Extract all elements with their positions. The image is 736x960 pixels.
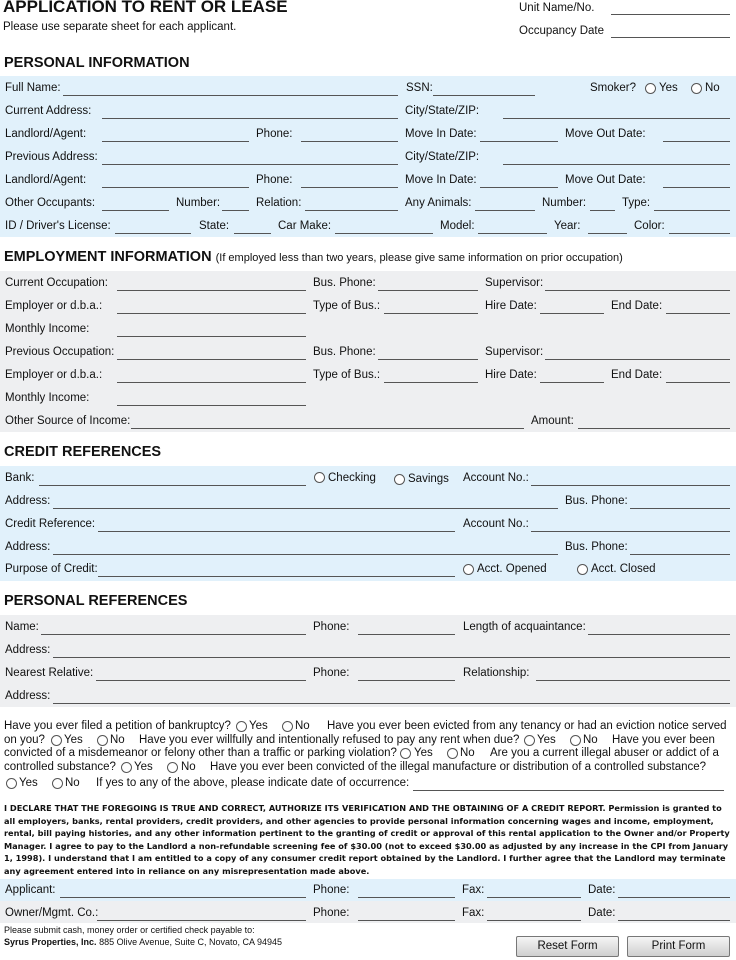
prev-landlord-field[interactable]	[102, 187, 249, 188]
current-occupation-label: Current Occupation:	[5, 277, 108, 289]
savings-label: Savings	[408, 473, 449, 485]
relation-field[interactable]	[305, 210, 398, 211]
bank-field[interactable]	[39, 485, 306, 486]
other-source-label: Other Source of Income:	[5, 415, 131, 427]
abuser-no-radio[interactable]	[167, 762, 178, 773]
bankruptcy-yes-label: Yes	[249, 720, 268, 732]
evicted-yes-label: Yes	[64, 734, 83, 746]
year-field[interactable]	[588, 233, 627, 234]
print-form-button[interactable]: Print Form	[627, 936, 730, 957]
year-label: Year:	[554, 220, 581, 232]
supervisor-label: Supervisor:	[485, 277, 544, 289]
employer-field[interactable]	[117, 313, 306, 314]
prev-end-date-field[interactable]	[666, 382, 730, 383]
previous-occupation-label: Previous Occupation:	[5, 346, 115, 358]
abuser-no-label: No	[181, 761, 196, 773]
full-name-field[interactable]	[63, 95, 398, 96]
car-make-field[interactable]	[335, 233, 433, 234]
applicant-date-label: Date:	[588, 884, 616, 896]
q-evicted-b: on you?	[4, 734, 45, 746]
id-license-field[interactable]	[115, 233, 191, 234]
credit-reference-field[interactable]	[98, 531, 455, 532]
applicant-date-field[interactable]	[618, 897, 730, 898]
ref-address-label: Address:	[5, 644, 51, 656]
state-label: State:	[199, 220, 230, 232]
checking-label: Checking	[328, 472, 376, 484]
owner-fax-field[interactable]	[487, 920, 581, 921]
manufacture-yes-label: Yes	[19, 777, 38, 789]
abuser-yes-radio[interactable]	[121, 762, 132, 773]
credit-bus-phone-field[interactable]	[630, 554, 730, 555]
relationship-label: Relationship:	[463, 667, 530, 679]
refused-no-radio[interactable]	[570, 735, 581, 746]
declaration-text: I DECLARE THAT THE FOREGOING IS TRUE AND CORRECT, AUTHORIZE ITS VERIFICATION AND THE OBTAINING OF A CREDIT REPORT. Permission is granted to all employers, banks, rental providers, credit providers, and other agencies to provide personal information concerning wages and income, employment, rental, bill paying histories, and any other information pertinent to the granting of credit or approval of this rental application to the Owner and/or Property Manager. I agree to pay to the Landlord a non-refundable screening fee of $30.00 (not to exceed $30.00 as adjusted by any increase in the CPI from January 1, 1998). I understand that I am entitled to a copy of any consumer credit report obtained by the Landlord. I further agree that the Landlord may terminate any agreement entered into in reliance on any misrepresentation made above.	[4, 803, 730, 876]
convicted-yes-radio[interactable]	[400, 748, 411, 759]
prev-move-out-label: Move Out Date:	[565, 174, 646, 186]
purpose-label: Purpose of Credit:	[5, 563, 98, 575]
account-no-field[interactable]	[531, 485, 730, 486]
landlord-field[interactable]	[102, 141, 249, 142]
convicted-no-label: No	[460, 747, 475, 759]
convicted-yes-label: Yes	[414, 747, 433, 759]
applicant-phone-label: Phone:	[313, 884, 350, 896]
q-abuser-a: Are you a current illegal abuser or addict of a	[490, 747, 719, 759]
bankruptcy-no-radio[interactable]	[282, 721, 293, 732]
applicant-field[interactable]	[60, 897, 306, 898]
credit-address-field[interactable]	[53, 554, 558, 555]
occupancy-field[interactable]	[611, 37, 730, 38]
type-of-bus-field[interactable]	[384, 313, 478, 314]
prev-employer-field[interactable]	[117, 382, 306, 383]
occupancy-label: Occupancy Date	[519, 25, 605, 37]
smoker-yes-radio[interactable]	[645, 83, 656, 94]
type-of-bus-label: Type of Bus.:	[313, 300, 381, 312]
previous-address-label: Previous Address:	[5, 151, 98, 163]
employment-heading-text: EMPLOYMENT INFORMATION	[4, 249, 212, 265]
other-occupants-label: Other Occupants:	[5, 197, 96, 209]
savings-radio[interactable]	[394, 474, 405, 485]
convicted-no-radio[interactable]	[447, 748, 458, 759]
page-subtitle: Please use separate sheet for each applicant.	[3, 21, 237, 33]
prev-city-state-zip-label: City/State/ZIP:	[405, 151, 480, 163]
applicant-fax-field[interactable]	[487, 897, 581, 898]
prev-supervisor-field[interactable]	[545, 359, 730, 360]
prev-employer-label: Employer or d.b.a.:	[5, 369, 103, 381]
owner-field[interactable]	[97, 920, 306, 921]
credit-account-no-label: Account No.:	[463, 518, 529, 530]
relative-phone-field[interactable]	[358, 680, 455, 681]
prev-type-of-bus-field[interactable]	[384, 382, 478, 383]
other-source-field[interactable]	[131, 428, 524, 429]
any-animals-label: Any Animals:	[405, 197, 472, 209]
q-convicted-a: Have you ever been	[612, 734, 715, 746]
manufacture-no-label: No	[65, 777, 80, 789]
ref-phone-field[interactable]	[358, 634, 455, 635]
supervisor-field[interactable]	[545, 290, 730, 291]
move-in-label: Move In Date:	[405, 128, 477, 140]
personal-heading: PERSONAL INFORMATION	[4, 55, 190, 71]
acct-opened-label: Acct. Opened	[477, 563, 547, 575]
bus-phone-label: Bus. Phone:	[313, 277, 376, 289]
if-yes-label: If yes to any of the above, please indicate date of occurrence:	[96, 777, 410, 789]
landlord-phone-label: Phone:	[256, 128, 293, 140]
prev-hire-date-field[interactable]	[540, 382, 604, 383]
acct-opened-radio[interactable]	[463, 564, 474, 575]
landlord-phone-field[interactable]	[301, 141, 398, 142]
amount-label: Amount:	[531, 415, 574, 427]
evicted-no-label: No	[110, 734, 125, 746]
bank-bus-phone-label: Bus. Phone:	[565, 495, 628, 507]
manufacture-yes-radio[interactable]	[6, 778, 17, 789]
previous-occupation-field[interactable]	[117, 359, 306, 360]
occupants-number-field[interactable]	[222, 210, 249, 211]
ref-phone-label: Phone:	[313, 621, 350, 633]
credit-reference-label: Credit Reference:	[5, 518, 96, 530]
q-manufacture: Have you ever been convicted of the illegal manufacture or distribution of a controlled substance?	[210, 761, 707, 773]
animals-number-label: Number:	[542, 197, 587, 209]
hire-date-field[interactable]	[540, 313, 604, 314]
prev-supervisor-label: Supervisor:	[485, 346, 544, 358]
references-heading: PERSONAL REFERENCES	[4, 593, 188, 609]
refused-yes-label: Yes	[537, 734, 556, 746]
q-abuser-b: controlled substance?	[4, 761, 116, 773]
prev-type-of-bus-label: Type of Bus.:	[313, 369, 381, 381]
occupants-number-label: Number:	[176, 197, 221, 209]
page-title: APPLICATION TO RENT OR LEASE	[3, 0, 288, 16]
refused-yes-radio[interactable]	[524, 735, 535, 746]
prev-hire-date-label: Hire Date:	[485, 369, 537, 381]
reset-form-button[interactable]: Reset Form	[516, 936, 619, 957]
employer-label: Employer or d.b.a.:	[5, 300, 103, 312]
bank-label: Bank:	[5, 472, 35, 484]
references-band	[0, 615, 736, 707]
hire-date-label: Hire Date:	[485, 300, 537, 312]
move-in-field[interactable]	[480, 141, 558, 142]
model-field[interactable]	[478, 233, 547, 234]
ssn-label: SSN:	[406, 82, 433, 94]
owner-label: Owner/Mgmt. Co.:	[5, 907, 99, 919]
prev-monthly-income-label: Monthly Income:	[5, 392, 90, 404]
credit-address-label: Address:	[5, 541, 51, 553]
prev-end-date-label: End Date:	[611, 369, 663, 381]
animal-type-label: Type:	[622, 197, 651, 209]
smoker-no-radio[interactable]	[691, 83, 702, 94]
end-date-field[interactable]	[666, 313, 730, 314]
smoker-label: Smoker?	[590, 82, 637, 94]
manufacture-no-radio[interactable]	[52, 778, 63, 789]
move-out-field[interactable]	[663, 141, 730, 142]
any-animals-field[interactable]	[475, 210, 535, 211]
acct-closed-radio[interactable]	[577, 564, 588, 575]
evicted-no-radio[interactable]	[97, 735, 108, 746]
owner-date-field[interactable]	[618, 920, 730, 921]
landlord-label: Landlord/Agent:	[5, 128, 87, 140]
credit-account-no-field[interactable]	[531, 531, 730, 532]
prev-move-in-field[interactable]	[480, 187, 558, 188]
ref-address-field[interactable]	[53, 657, 730, 658]
bank-address-label: Address:	[5, 495, 51, 507]
current-address-field[interactable]	[102, 118, 398, 119]
q-bankruptcy: Have you ever filed a petition of bankruptcy?	[4, 720, 231, 732]
applicant-label: Applicant:	[5, 884, 56, 896]
animal-type-field[interactable]	[654, 210, 730, 211]
full-name-label: Full Name:	[5, 82, 61, 94]
prev-landlord-label: Landlord/Agent:	[5, 174, 87, 186]
prev-move-in-label: Move In Date:	[405, 174, 477, 186]
q-evicted-a: Have you ever been evicted from any tenancy or had an eviction notice served	[327, 720, 727, 732]
id-license-label: ID / Driver's License:	[5, 220, 111, 232]
city-state-zip-field[interactable]	[503, 118, 730, 119]
acct-closed-label: Acct. Closed	[591, 563, 656, 575]
unit-label: Unit Name/No.	[519, 2, 595, 14]
relative-address-label: Address:	[5, 690, 51, 702]
prev-city-state-zip-field[interactable]	[503, 164, 730, 165]
checking-radio[interactable]	[314, 472, 325, 483]
city-state-zip-label: City/State/ZIP:	[405, 105, 480, 117]
applicant-phone-field[interactable]	[358, 897, 455, 898]
color-label: Color:	[634, 220, 665, 232]
purpose-field[interactable]	[98, 576, 455, 577]
footer-company: Syrus Properties, Inc.	[4, 937, 97, 947]
prev-landlord-phone-field[interactable]	[301, 187, 398, 188]
account-no-label: Account No.:	[463, 472, 529, 484]
evicted-yes-radio[interactable]	[51, 735, 62, 746]
owner-fax-label: Fax:	[462, 907, 485, 919]
footer-address: 885 Olive Avenue, Suite C, Novato, CA 94945	[99, 937, 283, 947]
other-occupants-field[interactable]	[102, 210, 169, 211]
prev-move-out-field[interactable]	[663, 187, 730, 188]
footer-instruction: Please submit cash, money order or certified check payable to:	[4, 925, 255, 935]
refused-no-label: No	[583, 734, 598, 746]
employment-heading	[4, 249, 623, 265]
nearest-relative-label: Nearest Relative:	[5, 667, 94, 679]
current-occupation-field[interactable]	[117, 290, 306, 291]
relative-phone-label: Phone:	[313, 667, 350, 679]
end-date-label: End Date:	[611, 300, 663, 312]
ref-name-field[interactable]	[41, 634, 306, 635]
prev-landlord-phone-label: Phone:	[256, 174, 293, 186]
car-make-label: Car Make:	[278, 220, 332, 232]
monthly-income-label: Monthly Income:	[5, 323, 90, 335]
state-field[interactable]	[234, 233, 271, 234]
nearest-relative-field[interactable]	[96, 680, 306, 681]
prev-bus-phone-field[interactable]	[378, 359, 478, 360]
owner-phone-field[interactable]	[358, 920, 455, 921]
bank-bus-phone-field[interactable]	[630, 508, 730, 509]
relative-address-field[interactable]	[53, 703, 730, 704]
unit-field[interactable]	[611, 14, 730, 15]
owner-phone-label: Phone:	[313, 907, 350, 919]
prev-monthly-income-field[interactable]	[117, 405, 306, 406]
relation-label: Relation:	[256, 197, 302, 209]
credit-heading: CREDIT REFERENCES	[4, 444, 162, 460]
previous-address-field[interactable]	[102, 164, 398, 165]
footer-address-line	[4, 937, 282, 948]
move-out-label: Move Out Date:	[565, 128, 646, 140]
employment-note: (If employed less than two years, please give same information on prior occupation)	[215, 252, 623, 264]
credit-bus-phone-label: Bus. Phone:	[565, 541, 628, 553]
ref-name-label: Name:	[5, 621, 39, 633]
personal-band	[0, 76, 736, 237]
prev-bus-phone-label: Bus. Phone:	[313, 346, 376, 358]
ssn-field[interactable]	[433, 95, 535, 96]
current-address-label: Current Address:	[5, 105, 92, 117]
owner-date-label: Date:	[588, 907, 616, 919]
bankruptcy-yes-radio[interactable]	[236, 721, 247, 732]
applicant-fax-label: Fax:	[462, 884, 485, 896]
monthly-income-field[interactable]	[117, 336, 306, 337]
relationship-field[interactable]	[536, 680, 730, 681]
smoker-no-label: No	[705, 82, 720, 94]
q-refused-rent: Have you ever willfully and intentionally refused to pay any rent when due?	[139, 734, 520, 746]
bank-address-field[interactable]	[53, 508, 558, 509]
length-label: Length of acquaintance:	[463, 621, 586, 633]
model-label: Model:	[440, 220, 475, 232]
abuser-yes-label: Yes	[134, 761, 153, 773]
q-convicted-b: convicted of a misdemeanor or felony other than a traffic or parking violation?	[4, 747, 397, 759]
bus-phone-field[interactable]	[378, 290, 478, 291]
bankruptcy-no-label: No	[295, 720, 310, 732]
smoker-yes-label: Yes	[659, 82, 678, 94]
animals-number-field[interactable]	[590, 210, 615, 211]
amount-field[interactable]	[578, 428, 730, 429]
color-field[interactable]	[669, 233, 730, 234]
length-field[interactable]	[588, 634, 730, 635]
occurrence-date-field[interactable]	[413, 790, 724, 791]
